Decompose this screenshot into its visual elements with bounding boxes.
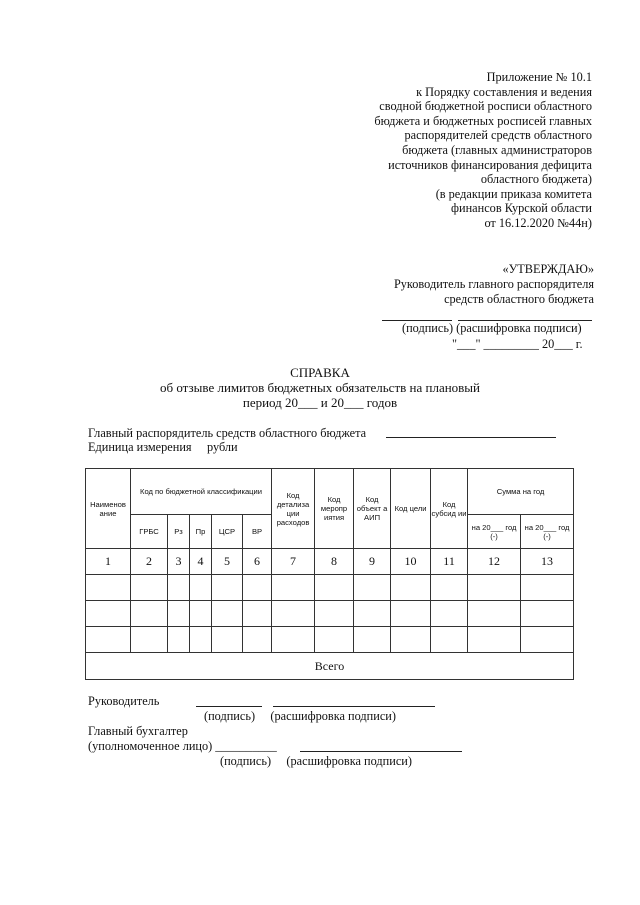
unit-value: рубли [207,440,238,454]
approval-stamp: «УТВЕРЖДАЮ» [502,262,594,276]
column-number: 10 [391,549,431,575]
column-number: 12 [468,549,521,575]
header-csr: ЦСР [212,515,243,549]
table-cell[interactable] [272,627,315,653]
appendix-line: бюджета и бюджетных росписей главных [374,113,592,128]
header-vr: ВР [243,515,272,549]
table-cell[interactable] [168,575,190,601]
header-aip: Код объект а АИП [354,469,391,549]
head-decode-line [273,706,435,707]
table-cell[interactable] [468,575,521,601]
appendix-line: (в редакции приказа комитета [435,186,592,201]
table-cell[interactable] [190,627,212,653]
appendix-line: сводной бюджетной росписи областного [379,99,592,114]
table-cell[interactable] [354,601,391,627]
accountant-label: Главный бухгалтер [88,724,188,738]
header-subsidy: Код субсид ии [431,469,468,549]
header-year-1: на 20___ год (-) [468,515,521,549]
header-sum-group: Сумма на год [468,469,574,515]
table-cell[interactable] [354,575,391,601]
header-goal: Код цели [391,469,431,549]
table-row [86,575,574,601]
doc-title: СПРАВКА [290,365,350,380]
table-cell[interactable] [190,601,212,627]
header-code-group: Код по бюджетной классификации [131,469,272,515]
table-cell[interactable] [468,601,521,627]
table-cell[interactable] [86,627,131,653]
appendix-line: финансов Курской области [451,201,592,216]
table-cell[interactable] [212,627,243,653]
table-cell[interactable] [243,575,272,601]
table-cell[interactable] [190,575,212,601]
distributor-label: Главный распорядитель средств областного бюджета [88,426,367,440]
appendix-line: от 16.12.2020 №44н) [484,215,592,230]
authorized-label: (уполномоченное лицо) __________ [88,739,277,753]
accountant-caption: (подпись) (расшифровка подписи) [220,754,412,768]
appendix-line: Приложение № 10.1 [486,70,592,84]
table-cell[interactable] [86,575,131,601]
table-cell[interactable] [168,627,190,653]
table-row [86,627,574,653]
head-sign-line [196,706,262,707]
table-cell[interactable] [315,575,354,601]
appendix-line: областного бюджета) [480,172,592,187]
table-cell[interactable] [86,601,131,627]
approval-block [394,262,594,307]
appendix-line: к Порядку составления и ведения [416,84,592,99]
accountant-decode-line [300,751,462,752]
header-event: Код меропр иятия [315,469,354,549]
appendix-line: бюджета (главных администраторов [402,142,592,157]
header-rz: Рз [168,515,190,549]
table-cell[interactable] [354,627,391,653]
approval-date: "___" _________ 20___ г. [452,337,583,351]
column-number: 7 [272,549,315,575]
table-cell[interactable] [243,627,272,653]
table-cell[interactable] [521,575,574,601]
column-number: 3 [168,549,190,575]
approval-role: Руководитель главного распорядителя [393,277,594,291]
limits-table [85,468,574,680]
column-number: 8 [315,549,354,575]
table-cell[interactable] [521,601,574,627]
approval-sign-caption: (подпись) (расшифровка подписи) [402,321,582,335]
table-cell[interactable] [131,601,168,627]
header-name: Наименов ание [86,469,131,549]
table-cell[interactable] [131,627,168,653]
table-row [86,601,574,627]
table-cell[interactable] [272,601,315,627]
table-cell[interactable] [272,575,315,601]
column-number: 11 [431,549,468,575]
table-cell[interactable] [315,601,354,627]
table-cell[interactable] [521,627,574,653]
header-detail: Код детализа ции расходов [272,469,315,549]
table-cell[interactable] [131,575,168,601]
head-caption: (подпись) (расшифровка подписи) [204,709,396,723]
header-year-2: на 20___ год (-) [521,515,574,549]
column-number: 4 [190,549,212,575]
column-number: 2 [131,549,168,575]
header-pr: Пр [190,515,212,549]
column-number: 9 [354,549,391,575]
table-cell[interactable] [168,601,190,627]
table-cell[interactable] [212,575,243,601]
approval-role-2: средств областного бюджета [444,292,594,306]
table-cell[interactable] [212,601,243,627]
column-number: 5 [212,549,243,575]
table-cell[interactable] [315,627,354,653]
table-cell[interactable] [468,627,521,653]
appendix-line: распорядителей средств областного [404,128,592,143]
table-cell[interactable] [243,601,272,627]
table-cell[interactable] [391,627,431,653]
head-label: Руководитель [88,694,160,708]
column-number: 6 [243,549,272,575]
appendix-block [374,70,592,231]
column-number: 1 [86,549,131,575]
distributor-line [386,437,556,438]
table-cell[interactable] [391,601,431,627]
unit-label: Единица измерения [88,440,192,454]
table-cell[interactable] [391,575,431,601]
doc-subtitle: об отзыве лимитов бюджетных обязательств на плановый [159,380,481,395]
column-number: 13 [521,549,574,575]
total-row: Всего [86,653,574,680]
table-cell[interactable] [431,627,468,653]
doc-subtitle-2: период 20___ и 20___ годов [242,395,398,410]
table-cell[interactable] [431,575,468,601]
table-cell[interactable] [431,601,468,627]
header-grbs: ГРБС [131,515,168,549]
appendix-line: источников финансирования дефицита [388,157,592,172]
